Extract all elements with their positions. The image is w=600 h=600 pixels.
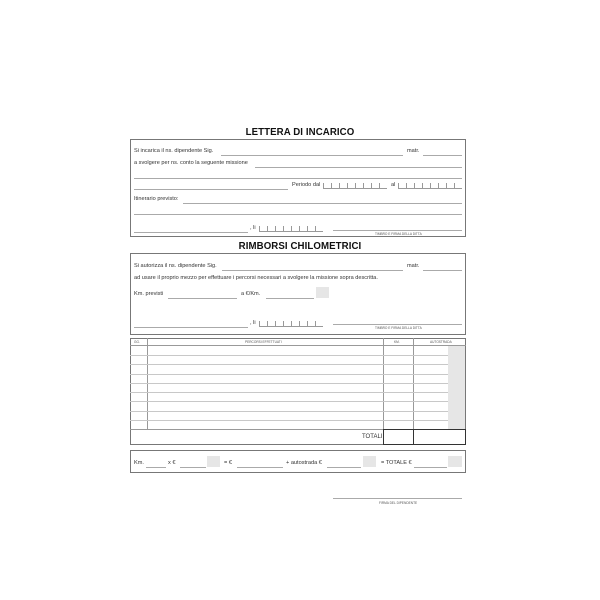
lettera-mission-field-2[interactable] xyxy=(134,178,462,179)
lettera-mission-field[interactable] xyxy=(255,167,462,168)
rimborsi-euro-km-box xyxy=(316,287,329,298)
totali-km-cell[interactable] xyxy=(383,429,414,445)
lettera-title: LETTERA DI INCARICO xyxy=(245,126,355,138)
lettera-timbro-label: TIMBRO E FIRMA DELLA DITTA xyxy=(375,232,422,236)
rimborsi-timbro-label: TIMBRO E FIRMA DELLA DITTA xyxy=(375,326,422,330)
summary-autostrada-box xyxy=(363,456,376,467)
lettera-matr-label: matr. xyxy=(407,148,420,154)
lettera-line2-label: a svolgere per ns. conto la seguente missione xyxy=(134,160,248,166)
summary-x-euro-field[interactable] xyxy=(180,467,206,468)
rimborsi-euro-km-field[interactable] xyxy=(266,298,314,299)
header-km: KM. xyxy=(394,340,400,344)
lettera-itinerario-field[interactable] xyxy=(183,203,462,204)
summary-km-label: Km. xyxy=(134,460,144,466)
lettera-mission-field-3[interactable] xyxy=(134,189,288,190)
lettera-signature-line[interactable] xyxy=(333,230,462,231)
lettera-li-label: , li xyxy=(250,225,256,231)
header-autostrada: AUTOSTRADA xyxy=(430,340,452,344)
rimborsi-matr-field[interactable] xyxy=(423,270,462,271)
lettera-periodo-dal-field[interactable] xyxy=(323,183,387,189)
autostrada-shade xyxy=(448,346,465,429)
rimborsi-matr-label: matr. xyxy=(407,263,420,269)
rimborsi-employee-field[interactable] xyxy=(222,270,403,271)
rimborsi-place-field[interactable] xyxy=(134,327,248,328)
table-row xyxy=(130,411,448,412)
table-row xyxy=(130,401,448,402)
lettera-date-field[interactable] xyxy=(259,226,323,232)
header-percorsi: PERCORSI EFFETTUATI xyxy=(245,340,282,344)
lettera-periodo-al-field[interactable] xyxy=(398,183,462,189)
rimborsi-signature-line[interactable] xyxy=(333,324,462,325)
rimborsi-line2-label: ad usare il proprio mezzo per effettuare i percorsi necessari a svolgere la missione sopra descritta. xyxy=(134,275,378,281)
summary-totale-box xyxy=(448,456,462,467)
summary-x-euro-label: x € xyxy=(168,460,176,466)
summary-eq-euro-field[interactable] xyxy=(237,467,283,468)
header-gg: GG. xyxy=(134,340,140,344)
table-row xyxy=(130,392,448,393)
lettera-matr-field[interactable] xyxy=(423,155,462,156)
lettera-itinerario-label: Itinerario previsto: xyxy=(134,196,179,202)
summary-km-field[interactable] xyxy=(146,467,166,468)
totali-label: TOTALI xyxy=(362,434,383,440)
lettera-itinerario-field-2[interactable] xyxy=(134,214,462,215)
rimborsi-km-previsti-label: Km. previsti xyxy=(134,291,164,297)
lettera-line1-label: Si incarica il ns. dipendente Sig. xyxy=(134,148,214,154)
lettera-place-field[interactable] xyxy=(134,232,248,233)
lettera-al-label: al xyxy=(391,182,396,188)
summary-x-euro-box xyxy=(207,456,220,467)
firma-dipendente-line[interactable] xyxy=(333,498,462,499)
rimborsi-line1-label: Si autorizza il ns. dipendente Sig. xyxy=(134,263,217,269)
table-row xyxy=(130,355,448,356)
rimborsi-li-label: , li xyxy=(250,320,256,326)
lettera-employee-field[interactable] xyxy=(221,155,403,156)
firma-dipendente-label: FIRMA DEL DIPENDENTE xyxy=(379,501,418,505)
table-header-divider xyxy=(130,345,466,346)
rimborsi-euro-km-label: a €/Km. xyxy=(241,291,261,297)
rimborsi-date-field[interactable] xyxy=(259,321,323,327)
table-row xyxy=(130,420,448,421)
summary-autostrada-field[interactable] xyxy=(327,467,361,468)
table-row xyxy=(130,374,448,375)
summary-autostrada-label: + autostrada € xyxy=(286,460,322,466)
summary-totale-label: = TOTALE € xyxy=(381,460,412,466)
table-row xyxy=(130,383,448,384)
totali-autostrada-cell[interactable] xyxy=(413,429,466,445)
table-row xyxy=(130,364,448,365)
summary-eq-euro-label: = € xyxy=(224,460,232,466)
lettera-periodo-label: Periodo dal xyxy=(292,182,321,188)
rimborsi-title: RIMBORSI CHILOMETRICI xyxy=(238,240,362,252)
rimborsi-km-previsti-field[interactable] xyxy=(168,298,237,299)
summary-totale-field[interactable] xyxy=(414,467,447,468)
